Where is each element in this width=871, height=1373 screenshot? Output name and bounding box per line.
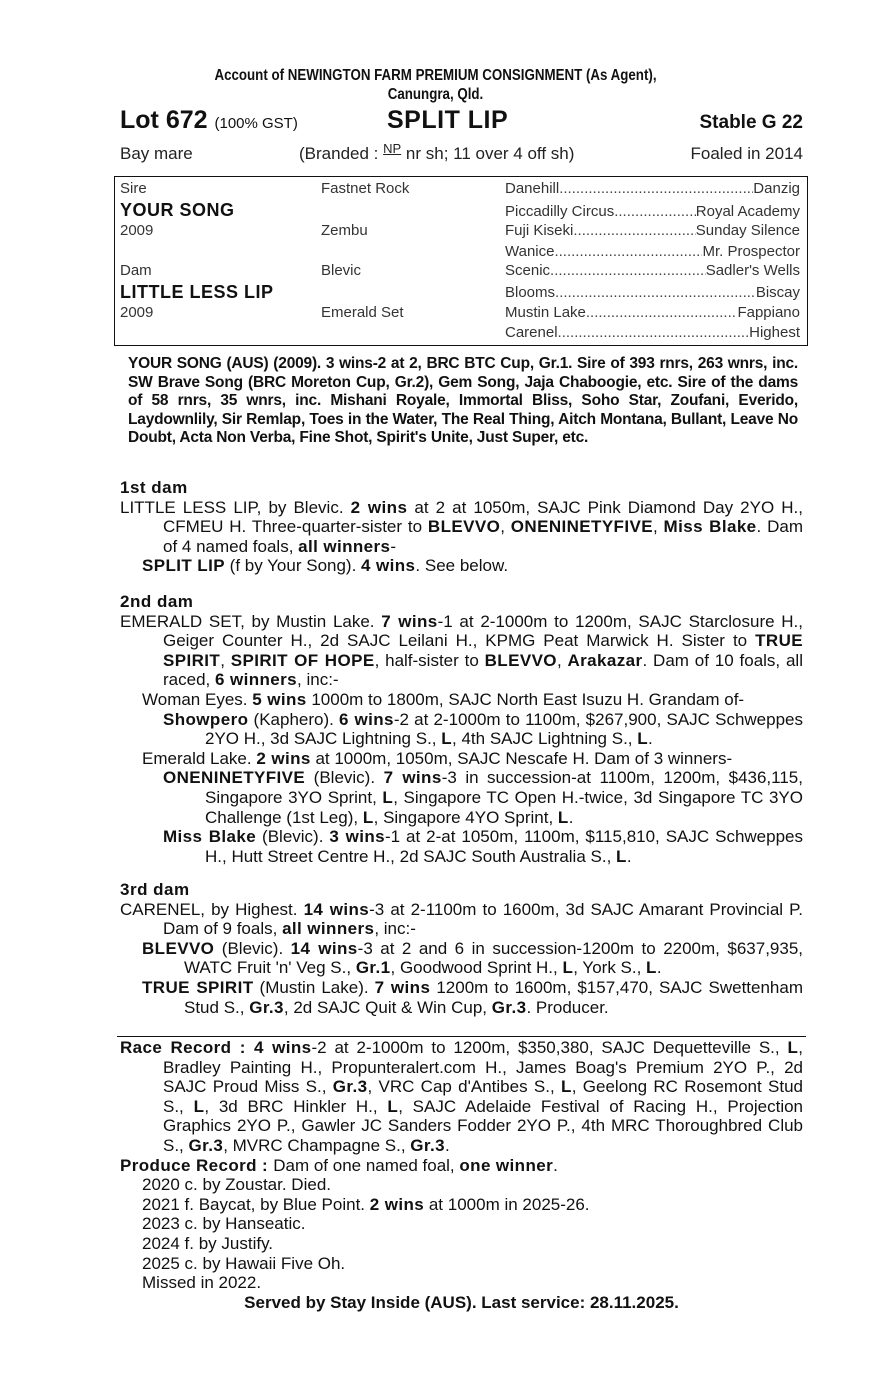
lot-label: Lot 672 [120,106,208,134]
second-dam-section [120,592,803,866]
produce-item: Missed in 2022. [142,1273,262,1293]
leader-dots [558,324,750,341]
produce-item: 2024 f. by Justify. [142,1233,274,1253]
text-run: 5 wins [252,689,307,709]
great-grandparent-row [505,284,800,301]
text-run: 2021 f. Baycat, by Blue Point. [142,1194,370,1214]
text-run: (Blevic). [256,827,330,847]
brand-prefix: (Branded : [299,144,384,163]
text-run: Gr.3 [491,997,527,1017]
text-run: Dam of one named foal, [273,1155,460,1175]
text-run: (Blevic). [305,768,384,788]
text-run: Woman Eyes. [142,689,253,709]
account-line-1: Account of NEWINGTON FARM PREMIUM CONSIGNMENT (As Agent), [214,67,657,84]
foaled-year: Foaled in 2014 [690,144,803,163]
lot-number [120,106,298,135]
text-run: . [626,846,632,866]
ggp-left: Scenic [505,262,551,279]
text-run: L [560,1077,572,1097]
text-run: Emerald Lake. [142,748,257,768]
text-run: (f by Your Song). [224,556,362,576]
text-run: . See below. [415,556,509,576]
text-run: EMERALD SET, by Mustin Lake. [120,611,382,631]
ggp-left: Piccadilly Circus [505,203,615,220]
text-run: Showpero [163,709,249,729]
emerald-lake-entry [120,749,803,769]
sire-summary: YOUR SONG (AUS) (2009). 3 wins-2 at 2, BRC BTC Cup, Gr.1. Sire of 393 rnrs, 263 wnrs, inc. SW Brave Song (BRC Moreton Cup, Gr.2), Gem Song, Jaja Chaboogie, etc. Sire of the dams of 58 rnrs, 35 wnrs, inc. Mishani Royale, Immortal Bliss, Soho Star, Zoufani, Everido, Laydownlily, Sir Remlap, Toes in the Water, The Real Thing, Aitch Montana, Bullant, Leave No Doubt, Acta Non Verba, Fine Shot, Spirit's Unite, Just Super, etc. [128,355,798,446]
text-run: . Dam of 10 foals, all raced, [163,650,803,690]
leader-dots [555,284,756,301]
text-run: . Producer. [526,997,609,1017]
great-grandparent-row [505,203,800,220]
ggp-right: Highest [749,324,800,341]
ggp-left: Danehill [505,180,560,197]
text-run: 6 wins [339,709,394,729]
text-run: -3 at 2 and 6 in succession-1200m to 2200m, $637,935, WATC Fruit 'n' Veg S., [184,938,804,978]
text-run: BLEVVO [427,517,501,537]
text-run: SPLIT LIP [142,556,225,576]
ggp-left: Fuji Kiseki [505,222,574,239]
text-run: Gr.1 [355,958,391,978]
text-run: at 1000m in 2025-26. [424,1194,590,1214]
ggp-right: Sunday Silence [695,222,800,239]
text-run: , 4th SAJC Lightning S., [452,729,638,749]
text-run: 3 wins [329,827,385,847]
text-run: . [656,958,662,978]
text-run: 2 wins [350,497,408,517]
text-run: . [568,807,574,827]
ggp-right: Mr. Prospector [702,243,800,260]
text-run: , [500,517,511,537]
ggp-right: Royal Academy [695,203,800,220]
text-run: LITTLE LESS LIP, by Blevic. [120,497,351,517]
horse-name: SPLIT LIP [387,106,509,134]
text-run: Gr.3 [188,1135,224,1155]
vendor-account [61,66,810,104]
text-run: Arakazar [567,650,643,670]
great-grandparent-row [505,324,800,341]
produce-item: 2020 c. by Zoustar. Died. [142,1175,331,1195]
great-grandparent-row [505,180,800,197]
first-dam-foal [120,556,803,576]
text-run: 2 wins [256,748,311,768]
text-run: 2 wins [369,1194,425,1214]
text-run: L [637,729,649,749]
text-run: , [220,650,231,670]
text-run: at 2 at 1050m, SAJC Pink Diamond Day 2YO H., CFMEU H. Three-quarter-sister to [163,497,803,537]
text-run: 4 wins [254,1038,312,1057]
lot-header [120,106,803,138]
text-run: L [387,1096,399,1116]
showpero-entry [120,710,803,749]
sire-year: 2009 [120,222,154,239]
text-run: ONENINETYFIVE [510,517,653,537]
brand-mark: NP [383,141,402,156]
text-run: (Kaphero). [248,709,340,729]
text-run: 7 wins [374,977,431,997]
text-run: , York S., [573,958,647,978]
produce-item: 2023 c. by Hanseatic. [142,1214,306,1234]
text-run: -1 at 2-at 1050m, 1100m, $115,810, SAJC Schweppes H., Hutt Street Centre H., 2d SAJC South Australia S., [205,827,803,866]
text-run: , 3d BRC Hinkler H., [204,1096,388,1116]
produce-record [120,1156,803,1176]
leader-dots [586,304,738,321]
text-run: -2 at 2-1000m to 1200m, $350,380, SAJC Dequetteville S., [311,1038,788,1057]
text-run: L [557,807,569,827]
pedigree-table [114,176,808,346]
text-run: , inc:- [297,670,339,690]
account-line-2: Canungra, Qld. [387,86,484,103]
brand-suffix: nr sh; 11 over 4 off sh) [401,144,575,163]
text-run: L [787,1038,799,1057]
text-run: , Singapore TC Open H.-twice, 3d Singapore TC 3YO Challenge (1st Leg), [205,787,803,827]
text-run: 1000m to 1800m, SAJC North East Isuzu H. Grandam of- [306,689,745,709]
gst-note: (100% GST) [214,115,298,132]
miss-blake-entry [120,827,803,866]
text-run: 1200m to 1600m, $157,470, SAJC Swettenham Stud S., [184,977,803,1017]
first-dam-heading: 1st dam [120,478,188,497]
text-run: . [553,1155,558,1175]
produce-item [120,1195,803,1215]
dam-year: 2009 [120,304,154,321]
second-dam-text [120,612,803,690]
woman-eyes-entry [120,690,803,710]
text-run: , 2d SAJC Quit & Win Cup, [283,997,492,1017]
text-run: L [382,787,394,807]
great-grandparent-row [505,304,800,321]
text-run: . [648,729,653,749]
ggp-right: Biscay [755,284,800,301]
text-run: L [562,958,574,978]
produce-item: 2025 c. by Hawaii Five Oh. [142,1253,346,1273]
ggp-right: Sadler's Wells [705,262,800,279]
last-service: Served by Stay Inside (AUS). Last service: 28.11.2025. [244,1292,679,1312]
leader-dots [554,243,702,260]
grandsire-paternal: Fastnet Rock [321,180,410,197]
dam-name: LITTLE LESS LIP [120,282,274,302]
text-run: , [556,650,568,670]
text-run: , MVRC Champagne S., [223,1135,411,1155]
text-run: , Singapore 4YO Sprint, [373,807,558,827]
text-run: TRUE SPIRIT [142,977,254,997]
text-run: -2 at 2-1000m to 1100m, $267,900, SAJC Schweppes 2YO H., 3d SAJC Lightning S., [205,709,803,749]
records-section [120,1038,803,1312]
text-run: L [193,1096,205,1116]
text-run: at 1000m, 1050m, SAJC Nescafe H. Dam of 3 winners- [310,748,733,768]
sex-colour: Bay mare [120,144,193,163]
leader-dots [614,203,696,220]
text-run: BLEVVO [142,938,215,958]
ggp-left: Wanice [505,243,555,260]
text-run: 6 winners [214,670,298,690]
text-run: , half-sister to [374,650,485,670]
text-run: Gr.3 [249,997,284,1017]
text-run: -3 in succession-at 1100m, 1200m, $436,115, Singapore 3YO Sprint, [205,768,803,807]
text-run: 14 wins [303,899,370,919]
text-run: (Mustin Lake). [253,977,375,997]
text-run: Miss Blake [663,517,757,537]
great-grandparent-row [505,262,800,279]
text-run: 14 wins [290,938,358,958]
text-run: CARENEL, by Highest. [120,899,304,919]
dam-label: Dam [120,262,152,279]
granddam-maternal: Emerald Set [321,304,404,321]
leader-dots [550,262,706,279]
race-record [120,1038,803,1156]
text-run: BLEVVO [484,650,557,670]
first-dam-text [120,498,803,557]
text-run: L [616,846,627,866]
text-run: one winner [459,1155,554,1175]
text-run: , Goodwood Sprint H., [390,958,563,978]
text-run: SPIRIT OF HOPE [230,650,375,670]
text-run: Gr.3 [332,1077,368,1097]
text-run: . [444,1135,450,1155]
text-run: Produce Record : [120,1155,274,1175]
ggp-left: Carenel [505,324,558,341]
ggp-left: Mustin Lake [505,304,586,321]
granddam-paternal: Zembu [321,222,368,239]
text-run: - [390,536,397,556]
third-dam-section [120,880,803,1017]
text-run: (Blevic). [214,938,291,958]
text-run: , VRC Cap d'Antibes S., [367,1077,561,1097]
text-run: Miss Blake [163,827,257,847]
first-dam-section [120,478,803,576]
section-divider [117,1036,806,1037]
leader-dots [559,180,753,197]
second-dam-heading: 2nd dam [120,592,194,611]
third-dam-heading: 3rd dam [120,880,190,899]
text-run: 7 wins [381,611,438,631]
ggp-right: Fappiano [737,304,800,321]
text-run: 7 wins [383,768,442,788]
oneninetyfive-entry [120,768,803,827]
stable-location: Stable G 22 [699,112,803,133]
text-run: , SAJC Adelaide Festival of Racing H., Projection Graphics 2YO P., Gawler JC Sanders Fodder 2YO P., 4th MRC Thoroughbred Club S., [163,1096,804,1155]
text-run: -3 at 2-1100m to 1600m, 3d SAJC Amarant Provincial P. Dam of 9 foals, [163,899,804,939]
great-grandparent-row [505,222,800,239]
text-run: . Dam of 4 named foals, [163,517,803,556]
true-spirit-entry [120,978,803,1017]
sire-name: YOUR SONG [120,200,235,220]
text-run: ONENINETYFIVE [163,768,306,788]
text-run: all winners [282,919,375,939]
text-run: L [362,807,374,827]
text-run: , Bradley Painting H., Propunteralert.com H., James Boag's Premium 2YO P., 2d SAJC Proud Miss S., [163,1038,803,1097]
ggp-left: Blooms [505,284,556,301]
third-dam-text [120,900,803,939]
brand-info [299,141,575,164]
text-run: -1 at 2-1000m to 1200m, SAJC Starclosure H., Geiger Counter H., 2d SAJC Leilani H., KPMG Peat Marwick H. Sister to [163,611,803,651]
text-run: , inc:- [374,919,416,939]
text-run: all winners [298,536,391,556]
leader-dots [573,222,695,239]
great-grandparent-row [505,243,800,260]
blevvo-entry [120,939,803,978]
text-run: 4 wins [361,556,416,576]
sire-label: Sire [120,180,147,197]
text-run: , Geelong RC Rosemont Stud S., [163,1077,803,1116]
text-run: Gr.3 [410,1135,445,1155]
text-run: L [646,958,657,978]
grandsire-maternal: Blevic [321,262,362,279]
ggp-right: Danzig [753,180,800,197]
text-run: TRUE SPIRIT [163,631,803,670]
text-run: Race Record : [120,1038,254,1057]
text-run: , [652,517,664,537]
text-run: L [441,729,453,749]
